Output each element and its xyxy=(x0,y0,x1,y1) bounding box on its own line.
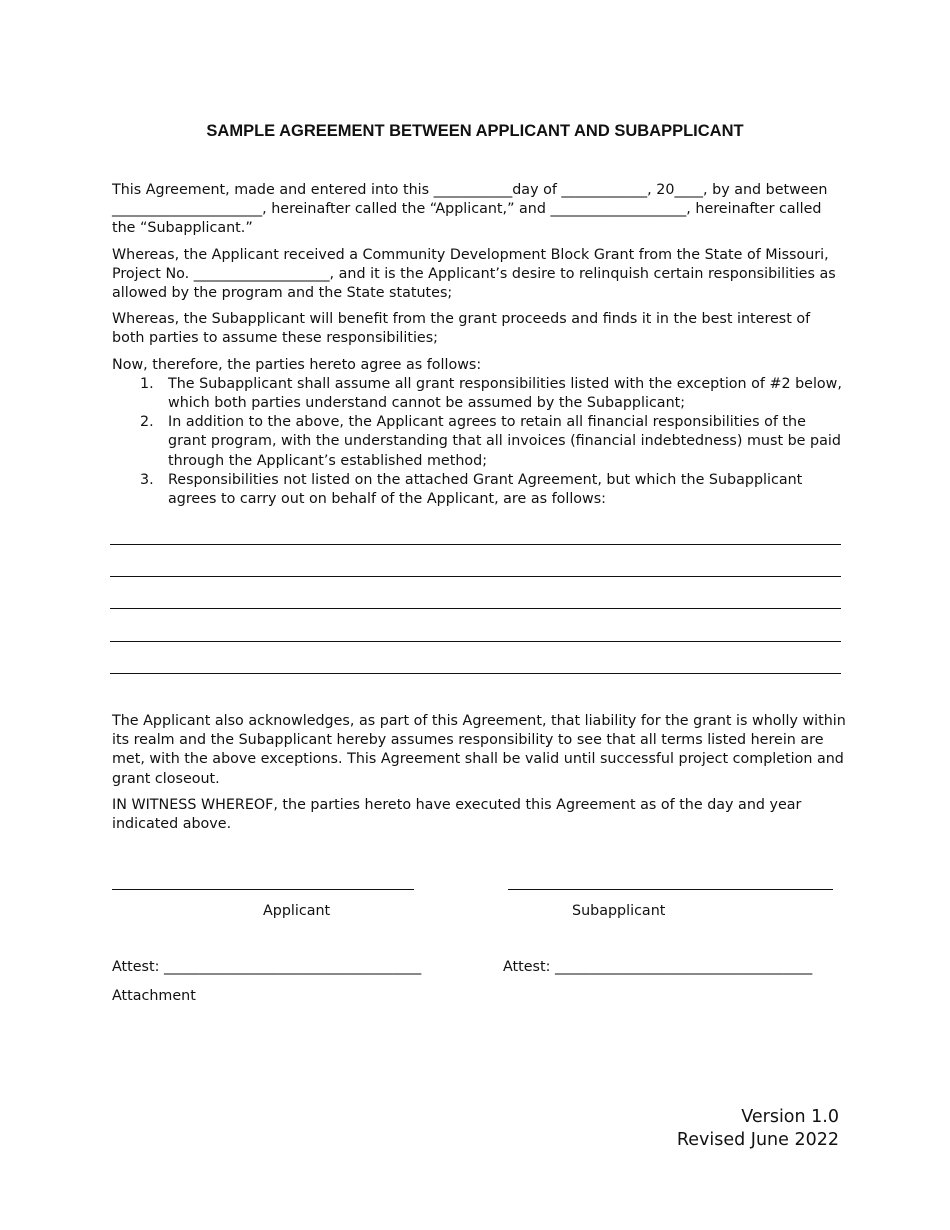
list-number: 3. xyxy=(140,471,154,488)
intro-paragraph: This Agreement, made and entered into this ___________day of ____________, 20____, by and between _____________________, hereinafter called the “Applicant,” and ___________________, hereinafter called the “Subapplicant.” xyxy=(112,182,828,237)
version-number: Version 1.0 xyxy=(741,1107,839,1127)
list-number: 1. xyxy=(140,375,154,392)
list-item xyxy=(112,375,847,413)
blank-line xyxy=(110,544,841,545)
acknowledgement-paragraph: The Applicant also acknowledges, as part of this Agreement, that liability for the grant is wholly within its realm and the Subapplicant hereby assumes responsibility to see that all terms listed herein are met, with the above exceptions. This Agreement shall be valid until successful project completion and grant closeout. xyxy=(112,713,846,787)
whereas-paragraph-1: Whereas, the Applicant received a Community Development Block Grant from the State of Missouri, Project No. ___________________, and it is the Applicant’s desire to relinquish certain responsibilities as allowed by the program and the State statutes; xyxy=(112,246,836,302)
blank-line xyxy=(110,673,841,674)
list-item xyxy=(112,471,847,509)
attest-applicant: Attest: ____________________________________ xyxy=(112,959,422,975)
list-number: 2. xyxy=(140,414,154,431)
revision-date: Revised June 2022 xyxy=(676,1130,839,1150)
list-text: Responsibilities not listed on the attached Grant Agreement, but which the Subapplicant agrees to carry out on behalf of the Applicant, are as follows: xyxy=(168,471,803,508)
now-therefore-paragraph: Now, therefore, the parties hereto agree as follows: xyxy=(112,356,482,373)
applicant-label: Applicant xyxy=(263,903,331,919)
document-title: SAMPLE AGREEMENT BETWEEN APPLICANT AND SUBAPPLICANT xyxy=(206,122,744,140)
blank-line xyxy=(110,641,841,642)
closing-section xyxy=(112,712,847,841)
blank-line xyxy=(110,576,841,577)
agreement-body xyxy=(112,181,847,509)
blank-line xyxy=(110,608,841,609)
applicant-signature-line xyxy=(112,889,414,890)
subapplicant-signature-line xyxy=(508,889,833,890)
whereas-paragraph-2: Whereas, the Subapplicant will benefit from the grant proceeds and finds it in the best interest of both parties to assume these responsibilities; xyxy=(112,311,811,347)
list-item xyxy=(112,413,847,471)
list-text: In addition to the above, the Applicant agrees to retain all financial responsibilities of the grant program, with the understanding that all invoices (financial indebtedness) must be paid through the Applicant’s established method; xyxy=(168,414,841,469)
version-footer xyxy=(677,1106,839,1152)
agreement-terms-list xyxy=(112,375,847,509)
subapplicant-label: Subapplicant xyxy=(572,903,666,919)
witness-paragraph: IN WITNESS WHEREOF, the parties hereto have executed this Agreement as of the day and year indicated above. xyxy=(112,796,802,833)
attest-subapplicant: Attest: ____________________________________ xyxy=(503,959,813,975)
list-text: The Subapplicant shall assume all grant responsibilities listed with the exception of #2 below, which both parties understand cannot be assumed by the Subapplicant; xyxy=(168,375,842,412)
attachment-label: Attachment xyxy=(112,988,196,1004)
